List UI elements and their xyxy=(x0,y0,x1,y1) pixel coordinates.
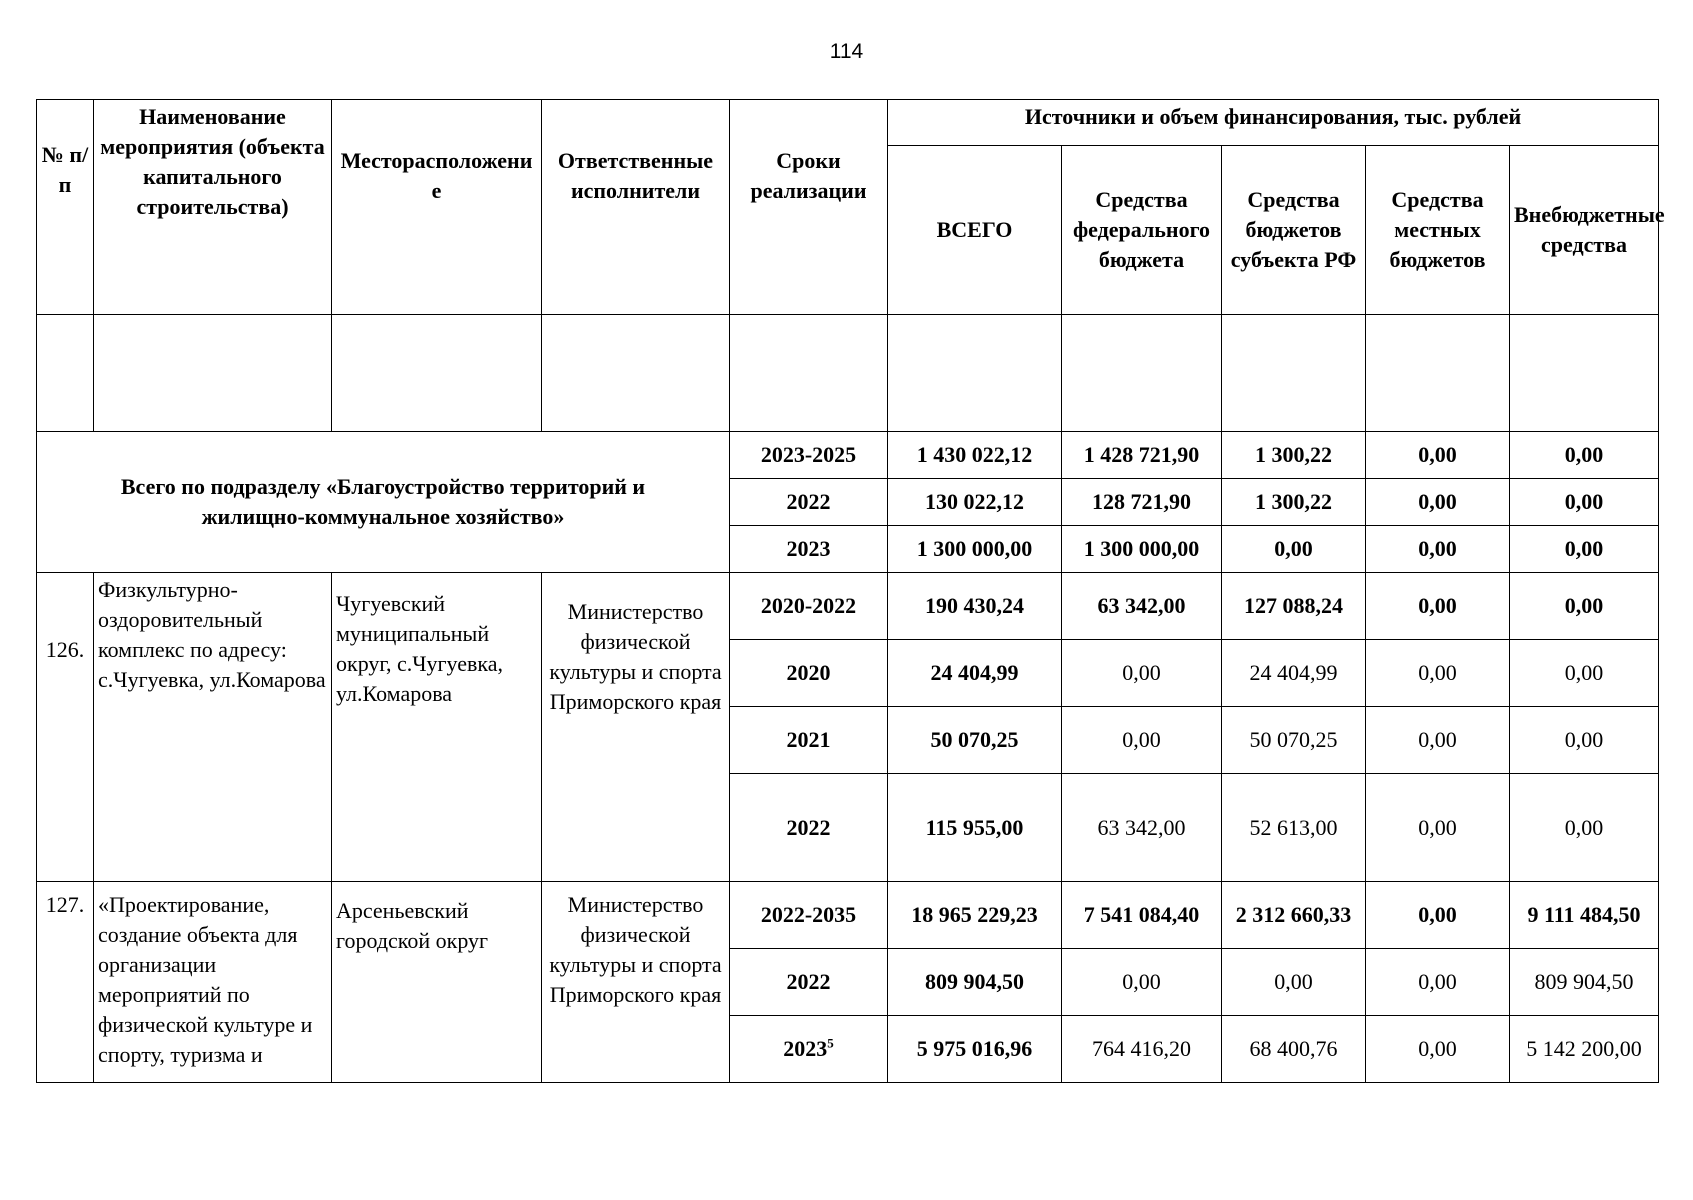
extra-cell: 809 904,50 xyxy=(1510,949,1659,1016)
header-funding-group: Источники и объем финансирования, тыс. рублей xyxy=(888,100,1659,146)
item-responsible: Министерство физической культуры и спорта Приморского края xyxy=(542,573,730,882)
item-location: Чугуевский муниципальный округ, с.Чугуевка, ул.Комарова xyxy=(332,573,542,882)
empty-cell xyxy=(1062,315,1222,432)
period-cell xyxy=(730,1016,888,1083)
regional-cell: 2 312 660,33 xyxy=(1222,882,1366,949)
subtotal-row xyxy=(37,432,1659,479)
extra-cell: 0,00 xyxy=(1510,573,1659,640)
header-period: Сроки реализации xyxy=(730,100,888,315)
total-cell: 24 404,99 xyxy=(888,640,1062,707)
federal-cell: 0,00 xyxy=(1062,640,1222,707)
item-location: Арсеньевский городской округ xyxy=(332,882,542,1083)
item-name: «Проектирование, создание объекта для организации мероприятий по физической культуре и спорту, туризма и xyxy=(94,882,332,1083)
period-cell: 2022-2035 xyxy=(730,882,888,949)
regional-cell: 0,00 xyxy=(1222,949,1366,1016)
local-cell: 0,00 xyxy=(1366,640,1510,707)
header-regional: Средства бюджетов субъекта РФ xyxy=(1222,146,1366,315)
total-cell: 18 965 229,23 xyxy=(888,882,1062,949)
federal-cell: 63 342,00 xyxy=(1062,774,1222,882)
total-cell: 190 430,24 xyxy=(888,573,1062,640)
header-location: Месторасположение xyxy=(332,100,542,315)
regional-cell: 24 404,99 xyxy=(1222,640,1366,707)
item-responsible: Министерство физической культуры и спорта Приморского края xyxy=(542,882,730,1083)
extra-cell: 5 142 200,00 xyxy=(1510,1016,1659,1083)
regional-cell: 68 400,76 xyxy=(1222,1016,1366,1083)
local-cell: 0,00 xyxy=(1366,949,1510,1016)
total-cell: 5 975 016,96 xyxy=(888,1016,1062,1083)
header-responsible: Ответственные исполнители xyxy=(542,100,730,315)
empty-cell xyxy=(1510,315,1659,432)
empty-cell xyxy=(37,315,94,432)
local-cell: 0,00 xyxy=(1366,882,1510,949)
local-cell: 0,00 xyxy=(1366,432,1510,479)
funding-table xyxy=(36,99,1665,1083)
empty-cell xyxy=(730,315,888,432)
header-name: Наименование мероприятия (объекта капитального строительства) xyxy=(94,100,332,315)
federal-cell: 7 541 084,40 xyxy=(1062,882,1222,949)
period-cell: 2022 xyxy=(730,949,888,1016)
total-cell: 1 300 000,00 xyxy=(888,526,1062,573)
regional-cell: 1 300,22 xyxy=(1222,432,1366,479)
regional-cell: 0,00 xyxy=(1222,526,1366,573)
local-cell: 0,00 xyxy=(1366,707,1510,774)
empty-cell xyxy=(94,315,332,432)
federal-cell: 63 342,00 xyxy=(1062,573,1222,640)
total-cell: 809 904,50 xyxy=(888,949,1062,1016)
extra-cell: 0,00 xyxy=(1510,707,1659,774)
empty-cell xyxy=(1366,315,1510,432)
period-cell: 2023 xyxy=(730,526,888,573)
regional-cell: 1 300,22 xyxy=(1222,479,1366,526)
item-number: 126. xyxy=(37,573,94,882)
extra-cell: 0,00 xyxy=(1510,432,1659,479)
empty-cell xyxy=(888,315,1062,432)
empty-cell xyxy=(332,315,542,432)
header-federal: Средства федерального бюджета xyxy=(1062,146,1222,315)
total-cell: 130 022,12 xyxy=(888,479,1062,526)
federal-cell: 1 300 000,00 xyxy=(1062,526,1222,573)
period-cell: 2021 xyxy=(730,707,888,774)
local-cell: 0,00 xyxy=(1366,479,1510,526)
period-cell: 2023-2025 xyxy=(730,432,888,479)
extra-cell: 9 111 484,50 xyxy=(1510,882,1659,949)
subtotal-label: Всего по подразделу «Благоустройство территорий и жилищно-коммунальное хозяйство» xyxy=(37,432,730,573)
regional-cell: 127 088,24 xyxy=(1222,573,1366,640)
total-cell: 1 430 022,12 xyxy=(888,432,1062,479)
federal-cell: 0,00 xyxy=(1062,949,1222,1016)
total-cell: 50 070,25 xyxy=(888,707,1062,774)
empty-cell xyxy=(1222,315,1366,432)
header-num: № п/п xyxy=(37,100,94,315)
period-cell: 2022 xyxy=(730,774,888,882)
federal-cell: 0,00 xyxy=(1062,707,1222,774)
federal-cell: 764 416,20 xyxy=(1062,1016,1222,1083)
extra-cell: 0,00 xyxy=(1510,640,1659,707)
empty-row xyxy=(37,315,1659,432)
regional-cell: 52 613,00 xyxy=(1222,774,1366,882)
extra-cell: 0,00 xyxy=(1510,526,1659,573)
local-cell: 0,00 xyxy=(1366,1016,1510,1083)
total-cell: 115 955,00 xyxy=(888,774,1062,882)
regional-cell: 50 070,25 xyxy=(1222,707,1366,774)
page-number: 114 xyxy=(829,40,864,63)
empty-cell xyxy=(542,315,730,432)
period-cell: 2020-2022 xyxy=(730,573,888,640)
period-text: 2023 xyxy=(783,1036,828,1061)
period-cell: 2022 xyxy=(730,479,888,526)
item-name: Физкультурно-оздоровительный комплекс по адресу: с.Чугуевка, ул.Комарова xyxy=(94,573,332,882)
header-local: Средства местных бюджетов xyxy=(1366,146,1510,315)
item-number: 127. xyxy=(37,882,94,1083)
extra-cell: 0,00 xyxy=(1510,479,1659,526)
local-cell: 0,00 xyxy=(1366,573,1510,640)
local-cell: 0,00 xyxy=(1366,526,1510,573)
federal-cell: 1 428 721,90 xyxy=(1062,432,1222,479)
footnote-marker: 5 xyxy=(827,1035,834,1051)
item-127-row xyxy=(37,882,1659,949)
header-total: ВСЕГО xyxy=(888,146,1062,315)
header-extra: Внебюджетные средства xyxy=(1510,146,1659,315)
local-cell: 0,00 xyxy=(1366,774,1510,882)
period-cell: 2020 xyxy=(730,640,888,707)
federal-cell: 128 721,90 xyxy=(1062,479,1222,526)
extra-cell: 0,00 xyxy=(1510,774,1659,882)
item-126-row xyxy=(37,573,1659,640)
